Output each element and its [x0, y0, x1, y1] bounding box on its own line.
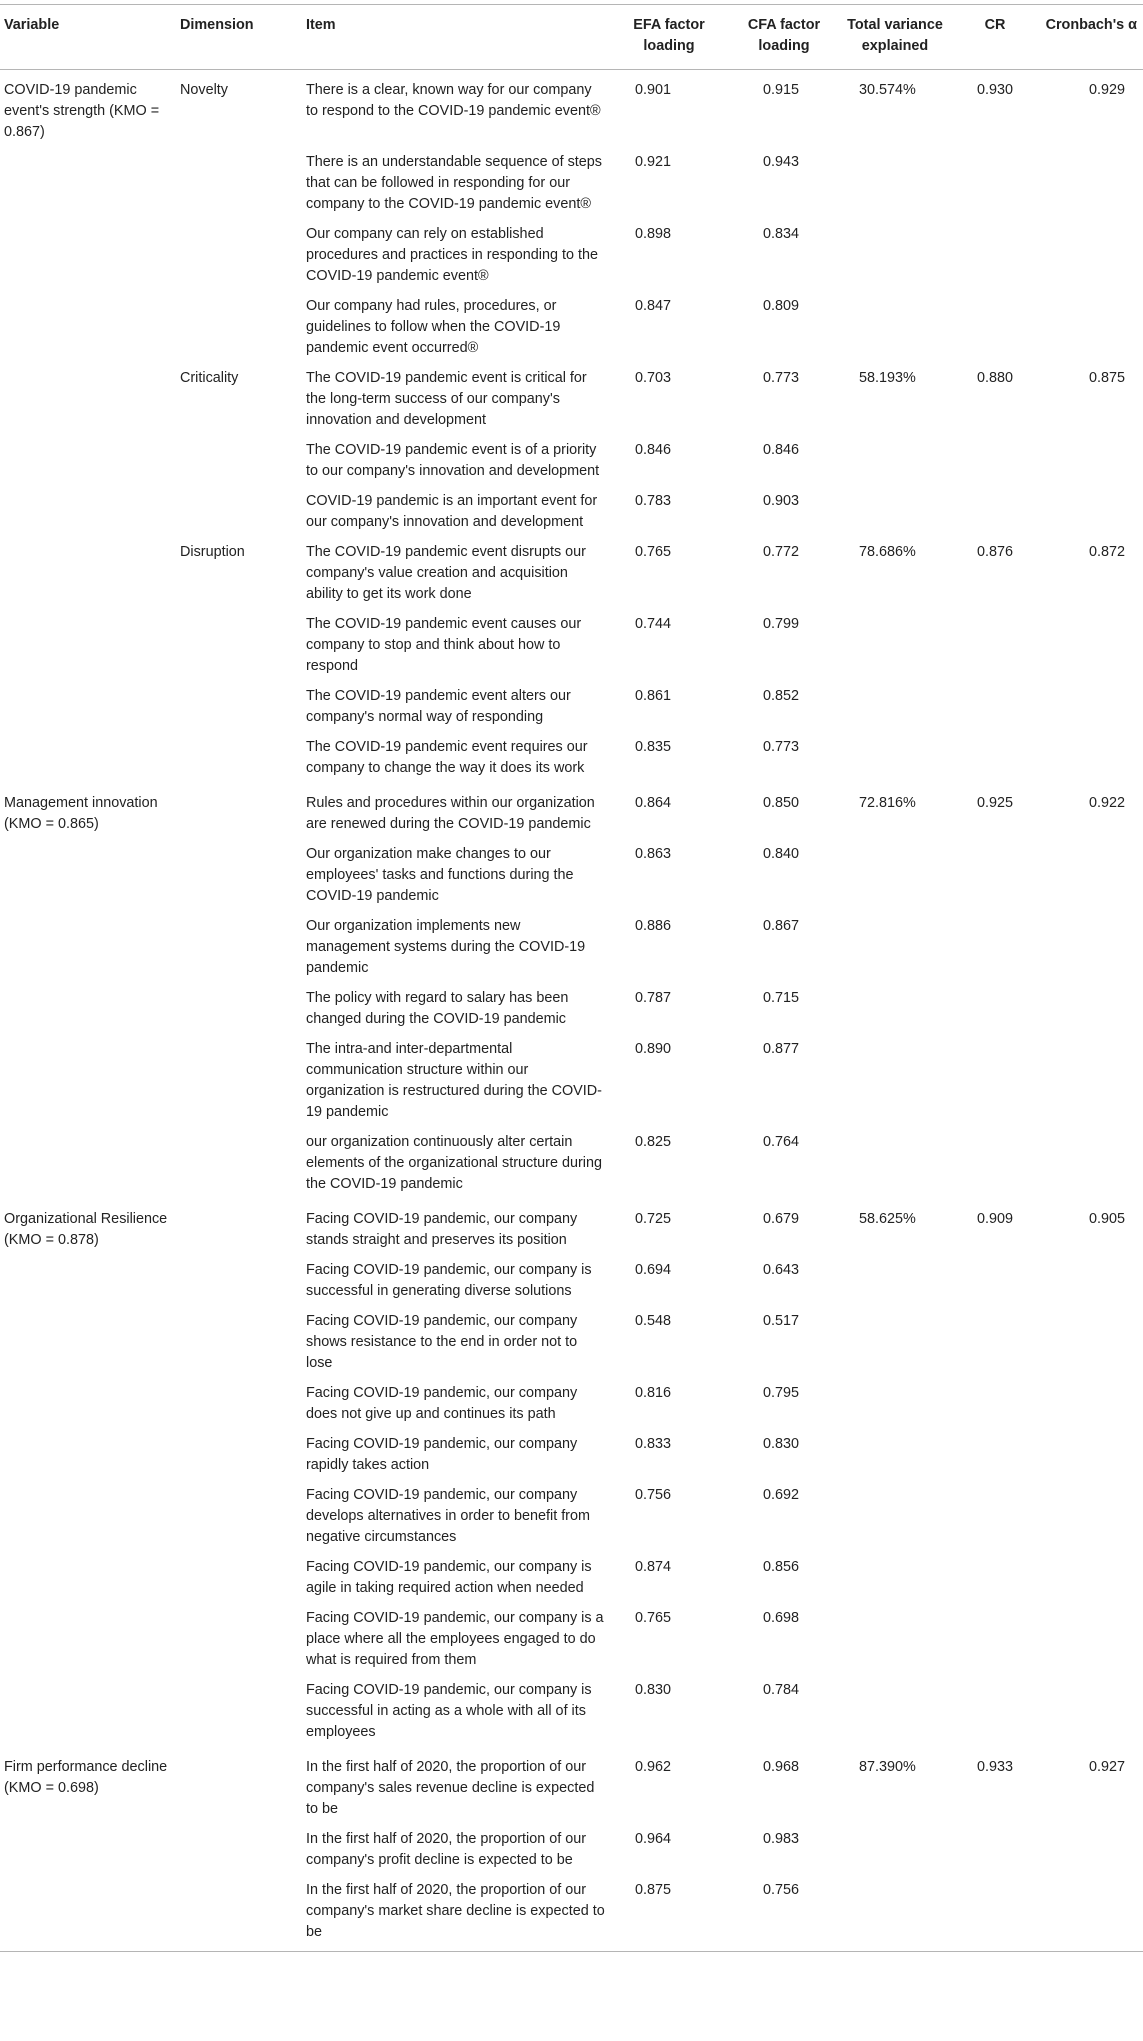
cell-efa-loading: 0.875: [607, 1875, 727, 1952]
cell-cronbach-alpha: [1037, 681, 1143, 732]
cell-total-variance: 87.390%: [859, 1759, 916, 1775]
header-dimension: Dimension: [176, 5, 302, 70]
cell-variable: COVID-19 pandemic event's strength (KMO = 0.867): [4, 82, 160, 140]
header-item: Item: [302, 5, 607, 70]
cell-cronbach-alpha: [1037, 147, 1143, 219]
cell-efa-loading: 0.863: [635, 846, 672, 862]
cell-efa-loading: 0.694: [635, 1262, 672, 1278]
cell-variable: [0, 1034, 176, 1127]
cell-variable: [0, 363, 176, 435]
cell-cfa-loading: 0.764: [763, 1134, 800, 1150]
header-cfa: CFA factor loading: [727, 5, 837, 70]
cell-cr: [949, 1378, 1037, 1429]
cell-cfa-loading: 0.809: [763, 298, 800, 314]
cell-total-variance: [837, 435, 949, 486]
cell-total-variance: [837, 1480, 949, 1552]
cell-total-variance: [837, 1603, 949, 1675]
cell-item: In the first half of 2020, the proportion of our company's profit decline is expected to be: [306, 1831, 586, 1868]
cell-cronbach-alpha: [1037, 1255, 1143, 1306]
cell-total-variance: [837, 291, 949, 363]
cell-cfa-loading: 0.679: [763, 1211, 800, 1227]
cell-variable: [0, 486, 176, 537]
cell-cronbach-alpha: [1037, 609, 1143, 681]
cell-efa-loading: 0.825: [635, 1134, 672, 1150]
cell-cronbach-alpha: 0.927: [1089, 1759, 1126, 1775]
cell-item: There is a clear, known way for our company to respond to the COVID-19 pandemic event®: [306, 82, 601, 119]
table-row: [0, 1378, 1143, 1429]
cell-item: Rules and procedures within our organization are renewed during the COVID-19 pandemic: [306, 795, 595, 832]
cell-cfa-loading: 0.772: [763, 544, 800, 560]
table-row: [0, 291, 1143, 363]
cell-dimension: [176, 219, 302, 291]
cell-dimension: [176, 1199, 302, 1255]
cell-cronbach-alpha: [1037, 219, 1143, 291]
cell-cronbach-alpha: [1037, 1306, 1143, 1378]
cell-efa-loading: 0.765: [635, 1610, 672, 1626]
cell-cfa-loading: 0.692: [763, 1487, 800, 1503]
cell-total-variance: 58.625%: [859, 1211, 916, 1227]
cell-dimension: [176, 1429, 302, 1480]
cell-cr: [949, 1824, 1037, 1875]
cell-variable: [0, 1603, 176, 1675]
cell-variable: [0, 681, 176, 732]
cell-cr: [949, 609, 1037, 681]
cell-cronbach-alpha: 0.922: [1089, 795, 1126, 811]
cell-total-variance: [837, 1824, 949, 1875]
cell-cr: [949, 983, 1037, 1034]
cell-cfa-loading: 0.799: [763, 616, 800, 632]
cell-cfa-loading: 0.983: [763, 1831, 800, 1847]
cell-total-variance: [837, 219, 949, 291]
cell-item: COVID-19 pandemic is an important event for our company's innovation and development: [306, 493, 598, 530]
cell-total-variance: [837, 1875, 949, 1952]
cell-dimension: [176, 147, 302, 219]
cell-dimension: [176, 983, 302, 1034]
cell-cronbach-alpha: [1037, 1875, 1143, 1952]
cell-cfa-loading: 0.867: [763, 918, 800, 934]
cell-item: Facing COVID-19 pandemic, our company rapidly takes action: [306, 1436, 578, 1473]
table-row: [0, 70, 1143, 148]
cell-efa-loading: 0.765: [635, 544, 672, 560]
cell-total-variance: 72.816%: [859, 795, 916, 811]
cell-cfa-loading: 0.840: [763, 846, 800, 862]
cell-cfa-loading: 0.903: [763, 493, 800, 509]
cell-dimension: [176, 1747, 302, 1824]
table-row: [0, 486, 1143, 537]
cell-total-variance: 78.686%: [859, 544, 916, 560]
cell-efa-loading: 0.964: [635, 1831, 672, 1847]
header-efa: EFA factor loading: [607, 5, 727, 70]
cell-efa-loading: 0.548: [635, 1313, 672, 1329]
cell-efa-loading: 0.847: [635, 298, 672, 314]
cell-cronbach-alpha: [1037, 911, 1143, 983]
cell-cfa-loading: 0.784: [763, 1682, 800, 1698]
cell-variable: [0, 1378, 176, 1429]
table-row: [0, 537, 1143, 609]
cell-variable: [0, 1480, 176, 1552]
cell-efa-loading: 0.816: [635, 1385, 672, 1401]
cell-cr: [949, 1675, 1037, 1747]
cell-efa-loading: 0.874: [635, 1559, 672, 1575]
cell-cfa-loading: 0.852: [763, 688, 800, 704]
cell-item: Our company can rely on established procedures and practices in responding to the COVID-19 pandemic event®: [306, 226, 598, 284]
cell-cr: [949, 291, 1037, 363]
cell-cfa-loading: 0.915: [763, 82, 800, 98]
cell-variable: [0, 911, 176, 983]
cell-cronbach-alpha: [1037, 839, 1143, 911]
cell-item: In the first half of 2020, the proportion of our company's sales revenue decline is expected to be: [306, 1759, 595, 1817]
cell-efa-loading: 0.835: [635, 739, 672, 755]
cell-cr: [949, 1306, 1037, 1378]
cell-total-variance: [837, 732, 949, 783]
cell-cronbach-alpha: [1037, 1480, 1143, 1552]
cell-efa-loading: 0.703: [635, 370, 672, 386]
cell-dimension: [176, 435, 302, 486]
cell-cr: [949, 1603, 1037, 1675]
cell-total-variance: [837, 911, 949, 983]
cell-cronbach-alpha: [1037, 291, 1143, 363]
cell-cronbach-alpha: 0.905: [1089, 1211, 1126, 1227]
cell-item: Our organization make changes to our employees' tasks and functions during the COVID-19 pandemic: [306, 846, 574, 904]
cell-dimension: Disruption: [180, 544, 245, 560]
cell-total-variance: [837, 1034, 949, 1127]
cell-dimension: [176, 1127, 302, 1199]
cell-dimension: Criticality: [180, 370, 239, 386]
cell-dimension: [176, 486, 302, 537]
cell-variable: [0, 1675, 176, 1747]
cell-efa-loading: 0.830: [635, 1682, 672, 1698]
cell-dimension: [176, 291, 302, 363]
cell-cfa-loading: 0.643: [763, 1262, 800, 1278]
cell-cfa-loading: 0.715: [763, 990, 800, 1006]
reliability-validity-table: [0, 4, 1143, 1952]
cell-cr: [949, 1127, 1037, 1199]
cell-efa-loading: 0.787: [635, 990, 672, 1006]
cell-cronbach-alpha: [1037, 983, 1143, 1034]
table-row: [0, 1255, 1143, 1306]
cell-dimension: [176, 609, 302, 681]
table-header: [0, 5, 1143, 70]
cell-cr: 0.925: [977, 795, 1014, 811]
cell-cfa-loading: 0.846: [763, 442, 800, 458]
cell-cr: [949, 219, 1037, 291]
cell-total-variance: [837, 1552, 949, 1603]
cell-total-variance: [837, 147, 949, 219]
cell-cfa-loading: 0.850: [763, 795, 800, 811]
cell-cfa-loading: 0.856: [763, 1559, 800, 1575]
cell-dimension: [176, 732, 302, 783]
cell-cr: [949, 681, 1037, 732]
cell-total-variance: [837, 1255, 949, 1306]
cell-total-variance: [837, 609, 949, 681]
table-row: [0, 1480, 1143, 1552]
table-row: [0, 1875, 1143, 1952]
cell-total-variance: [837, 681, 949, 732]
cell-cfa-loading: 0.968: [763, 1759, 800, 1775]
cell-item: Facing COVID-19 pandemic, our company shows resistance to the end in order not to lose: [306, 1313, 578, 1371]
cell-total-variance: [837, 1378, 949, 1429]
cell-cfa-loading: 0.795: [763, 1385, 800, 1401]
cell-efa-loading: 0.833: [635, 1436, 672, 1452]
cell-cfa-loading: 0.756: [727, 1875, 837, 1952]
cell-cr: [949, 732, 1037, 783]
cell-item: The COVID-19 pandemic event is of a priority to our company's innovation and development: [306, 442, 600, 479]
cell-dimension: [176, 1675, 302, 1747]
cell-variable: [0, 1552, 176, 1603]
table-row: [0, 1306, 1143, 1378]
cell-cronbach-alpha: [1037, 732, 1143, 783]
cell-total-variance: [837, 1429, 949, 1480]
cell-total-variance: 58.193%: [859, 370, 916, 386]
cell-variable: [0, 147, 176, 219]
cell-cr: 0.876: [977, 544, 1014, 560]
cell-total-variance: [837, 1127, 949, 1199]
table-row: [0, 783, 1143, 839]
cell-cr: [949, 1429, 1037, 1480]
cell-item: The COVID-19 pandemic event requires our company to change the way it does its work: [306, 739, 588, 776]
cell-item: Facing COVID-19 pandemic, our company does not give up and continues its path: [306, 1385, 578, 1422]
table-row: [0, 839, 1143, 911]
cell-total-variance: 30.574%: [859, 82, 916, 98]
table-row: [0, 1127, 1143, 1199]
cell-efa-loading: 0.921: [635, 154, 672, 170]
header-cronbach-alpha: Cronbach's α: [1037, 5, 1143, 70]
cell-dimension: [176, 1824, 302, 1875]
cell-item: Facing COVID-19 pandemic, our company is agile in taking required action when needed: [306, 1559, 592, 1596]
table-row: [0, 609, 1143, 681]
cell-variable: [0, 839, 176, 911]
cell-item: Facing COVID-19 pandemic, our company is successful in acting as a whole with all of its employees: [306, 1682, 592, 1740]
cell-variable: [0, 1306, 176, 1378]
cell-item: The policy with regard to salary has been changed during the COVID-19 pandemic: [306, 990, 569, 1027]
table-row: [0, 1552, 1143, 1603]
cell-total-variance: [837, 983, 949, 1034]
cell-cr: [949, 435, 1037, 486]
table-row: [0, 1429, 1143, 1480]
table-row: [0, 911, 1143, 983]
cell-variable: [0, 1255, 176, 1306]
cell-cfa-loading: 0.943: [763, 154, 800, 170]
cell-item: our organization continuously alter certain elements of the organizational structure during the COVID-19 pandemic: [306, 1134, 602, 1192]
cell-variable: [0, 435, 176, 486]
cell-dimension: [176, 1552, 302, 1603]
cell-dimension: [176, 1306, 302, 1378]
header-total-variance: Total variance explained: [837, 5, 949, 70]
cell-variable: Management innovation (KMO = 0.865): [4, 795, 158, 832]
cell-variable: [0, 1127, 176, 1199]
cell-variable: Firm performance decline (KMO = 0.698): [4, 1759, 168, 1796]
table-row: [0, 1603, 1143, 1675]
cell-total-variance: [837, 486, 949, 537]
cell-cr: 0.880: [977, 370, 1014, 386]
cell-efa-loading: 0.756: [635, 1487, 672, 1503]
cell-efa-loading: 0.861: [635, 688, 672, 704]
cell-efa-loading: 0.725: [635, 1211, 672, 1227]
table-row: [0, 732, 1143, 783]
cell-cr: [949, 1480, 1037, 1552]
cell-item: Facing COVID-19 pandemic, our company develops alternatives in order to benefit from negative circumstances: [306, 1487, 590, 1545]
cell-cfa-loading: 0.877: [763, 1041, 800, 1057]
cell-cronbach-alpha: [1037, 1127, 1143, 1199]
table-row: [0, 1824, 1143, 1875]
cell-dimension: [176, 1603, 302, 1675]
cell-cr: [949, 1255, 1037, 1306]
cell-item: Our organization implements new management systems during the COVID-19 pandemic: [306, 918, 586, 976]
cell-cfa-loading: 0.773: [763, 739, 800, 755]
cell-efa-loading: 0.744: [635, 616, 672, 632]
table-row: [0, 1199, 1143, 1255]
cell-cfa-loading: 0.834: [763, 226, 800, 242]
cell-efa-loading: 0.846: [635, 442, 672, 458]
cell-cfa-loading: 0.517: [763, 1313, 800, 1329]
cell-variable: [0, 1824, 176, 1875]
cell-dimension: Novelty: [180, 82, 228, 98]
cell-cr: [949, 1034, 1037, 1127]
cell-efa-loading: 0.864: [635, 795, 672, 811]
cell-cronbach-alpha: [1037, 486, 1143, 537]
cell-item: In the first half of 2020, the proportion of our company's market share decline is expected to be: [302, 1875, 607, 1952]
table-row: [0, 1034, 1143, 1127]
table-body: [0, 70, 1143, 1952]
table-row: [0, 147, 1143, 219]
cell-efa-loading: 0.783: [635, 493, 672, 509]
cell-cr: [949, 486, 1037, 537]
cell-item: Facing COVID-19 pandemic, our company is successful in generating diverse solutions: [306, 1262, 592, 1299]
cell-variable: Organizational Resilience (KMO = 0.878): [4, 1211, 168, 1248]
cell-item: The COVID-19 pandemic event is critical for the long-term success of our company's innovation and development: [306, 370, 587, 428]
cell-efa-loading: 0.901: [635, 82, 672, 98]
cell-cronbach-alpha: 0.929: [1089, 82, 1126, 98]
cell-cr: [949, 147, 1037, 219]
cell-cr: [949, 911, 1037, 983]
cell-variable: [0, 1875, 176, 1952]
cell-cfa-loading: 0.830: [763, 1436, 800, 1452]
cell-variable: [0, 219, 176, 291]
cell-item: Facing COVID-19 pandemic, our company stands straight and preserves its position: [306, 1211, 578, 1248]
table-row: [0, 983, 1143, 1034]
cell-item: Facing COVID-19 pandemic, our company is a place where all the employees engaged to do what is required from them: [306, 1610, 604, 1668]
cell-item: Our company had rules, procedures, or guidelines to follow when the COVID-19 pandemic event occurred®: [306, 298, 561, 356]
cell-item: The COVID-19 pandemic event disrupts our company's value creation and acquisition ability to get its work done: [306, 544, 586, 602]
table-row: [0, 435, 1143, 486]
header-variable: Variable: [0, 5, 176, 70]
cell-cr: [949, 839, 1037, 911]
cell-dimension: [176, 1480, 302, 1552]
cell-dimension: [176, 911, 302, 983]
cell-variable: [0, 983, 176, 1034]
cell-variable: [0, 609, 176, 681]
cell-efa-loading: 0.898: [635, 226, 672, 242]
cell-cronbach-alpha: 0.875: [1089, 370, 1126, 386]
cell-dimension: [176, 1378, 302, 1429]
cell-cronbach-alpha: [1037, 1824, 1143, 1875]
cell-dimension: [176, 1875, 302, 1952]
cell-item: The COVID-19 pandemic event causes our company to stop and think about how to respond: [306, 616, 582, 674]
cell-cr: 0.909: [977, 1211, 1014, 1227]
cell-efa-loading: 0.890: [635, 1041, 672, 1057]
cell-item: There is an understandable sequence of steps that can be followed in responding for our company to the COVID-19 pandemic event®: [306, 154, 603, 212]
header-row: [0, 5, 1143, 70]
cell-cronbach-alpha: [1037, 435, 1143, 486]
cell-variable: [0, 1429, 176, 1480]
cell-efa-loading: 0.886: [635, 918, 672, 934]
cell-cfa-loading: 0.698: [763, 1610, 800, 1626]
table-row: [0, 1747, 1143, 1824]
cell-dimension: [176, 1034, 302, 1127]
cell-dimension: [176, 783, 302, 839]
cell-cfa-loading: 0.773: [763, 370, 800, 386]
cell-cronbach-alpha: [1037, 1378, 1143, 1429]
cell-cronbach-alpha: [1037, 1603, 1143, 1675]
header-cr: CR: [949, 5, 1037, 70]
cell-total-variance: [837, 1675, 949, 1747]
cell-cronbach-alpha: [1037, 1552, 1143, 1603]
cell-variable: [0, 291, 176, 363]
cell-total-variance: [837, 1306, 949, 1378]
table-row: [0, 1675, 1143, 1747]
table-row: [0, 681, 1143, 732]
cell-cr: 0.933: [977, 1759, 1014, 1775]
table-row: [0, 219, 1143, 291]
cell-dimension: [176, 839, 302, 911]
cell-variable: [0, 732, 176, 783]
cell-item: The COVID-19 pandemic event alters our company's normal way of responding: [306, 688, 571, 725]
cell-cr: [949, 1875, 1037, 1952]
cell-efa-loading: 0.962: [635, 1759, 672, 1775]
cell-variable: [0, 537, 176, 609]
cell-item: The intra-and inter-departmental communication structure within our organization is restructured during the COVID-19 pandemic: [306, 1041, 602, 1120]
cell-dimension: [176, 681, 302, 732]
cell-dimension: [176, 1255, 302, 1306]
cell-total-variance: [837, 839, 949, 911]
cell-cronbach-alpha: [1037, 1675, 1143, 1747]
table-row: [0, 363, 1143, 435]
cell-cronbach-alpha: 0.872: [1089, 544, 1126, 560]
cell-cronbach-alpha: [1037, 1429, 1143, 1480]
cell-cr: 0.930: [977, 82, 1014, 98]
cell-cr: [949, 1552, 1037, 1603]
cell-cronbach-alpha: [1037, 1034, 1143, 1127]
